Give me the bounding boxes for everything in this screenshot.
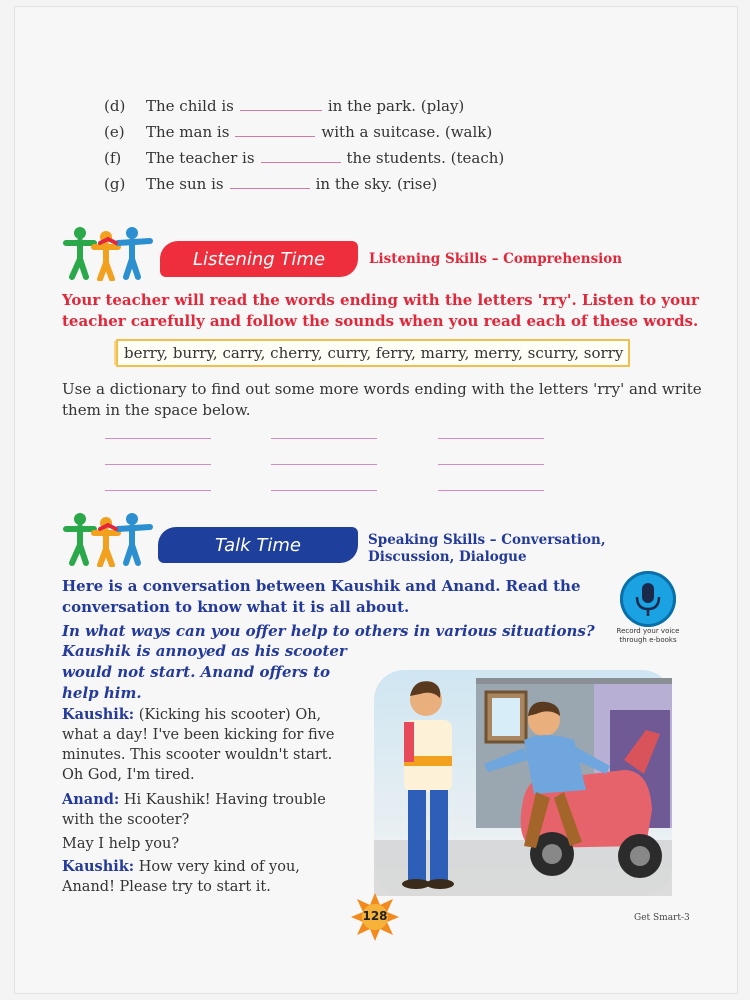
exercise-item-g: (g) The sun is in the sky. (rise) xyxy=(104,175,438,193)
listening-time-banner: Listening Time xyxy=(160,241,358,277)
dialogue-kaushik-1: Kaushik: (Kicking his scooter) Oh, what a day! I've been kicking for five minutes. This scooter wouldn't start. Oh God, I'm tired. xyxy=(62,706,335,783)
writing-line[interactable] xyxy=(438,464,544,465)
answer-blank[interactable] xyxy=(261,148,341,163)
microphone-icon xyxy=(620,571,676,627)
writing-line[interactable] xyxy=(105,438,211,439)
listening-instruction: Your teacher will read the words ending with the letters 'rry'. Listen to your teacher carefully and follow the sounds when you read each of these words. xyxy=(62,291,699,330)
writing-line[interactable] xyxy=(271,438,377,439)
exercise-item-f: (f) The teacher is the students. (teach) xyxy=(104,149,505,167)
dialogue-anand-1: Anand: Hi Kaushik! Having trouble with the scooter? xyxy=(62,791,326,828)
writing-line[interactable] xyxy=(438,438,544,439)
listening-skill-label: Listening Skills – Comprehension xyxy=(369,251,623,267)
exercise-item-d: (d) The child is in the park. (play) xyxy=(104,97,465,115)
writing-line[interactable] xyxy=(271,464,377,465)
talk-time-banner: Talk Time xyxy=(158,527,358,563)
people-group-icon xyxy=(62,511,154,567)
answer-blank[interactable] xyxy=(240,96,322,111)
dialogue-kaushik-2: Kaushik: How very kind of you, Anand! Please try to start it. xyxy=(62,858,300,895)
book-title: Get Smart-3 xyxy=(634,913,690,923)
record-voice-label: Record your voice through e-books xyxy=(616,627,680,644)
talk-question: In what ways can you offer help to others in various situations? xyxy=(62,622,595,640)
talk-context: Kaushik is annoyed as his scooter would not start. Anand offers to help him. xyxy=(62,642,347,702)
page-number: 128 xyxy=(362,909,388,923)
writing-line[interactable] xyxy=(438,490,544,491)
answer-blank[interactable] xyxy=(230,174,310,189)
dictionary-task: Use a dictionary to find out some more words ending with the letters 'rry' and write them in the space below. xyxy=(62,380,702,419)
rry-word-box: berry, burry, carry, cherry, curry, ferry, marry, merry, scurry, sorry xyxy=(116,339,630,367)
record-voice-button[interactable] xyxy=(620,571,676,627)
exercise-item-e: (e) The man is with a suitcase. (walk) xyxy=(104,123,493,141)
writing-line[interactable] xyxy=(271,490,377,491)
scooter-illustration xyxy=(374,670,672,896)
people-group-icon xyxy=(62,225,154,281)
talk-intro: Here is a conversation between Kaushik and Anand. Read the conversation to know what it is all about. xyxy=(62,577,581,616)
talk-skill-label: Speaking Skills – Conversation, Discussion, Dialogue xyxy=(368,532,606,565)
answer-blank[interactable] xyxy=(235,122,315,137)
dialogue-anand-2: May I help you? xyxy=(62,836,180,852)
writing-line[interactable] xyxy=(105,490,211,491)
writing-line[interactable] xyxy=(105,464,211,465)
